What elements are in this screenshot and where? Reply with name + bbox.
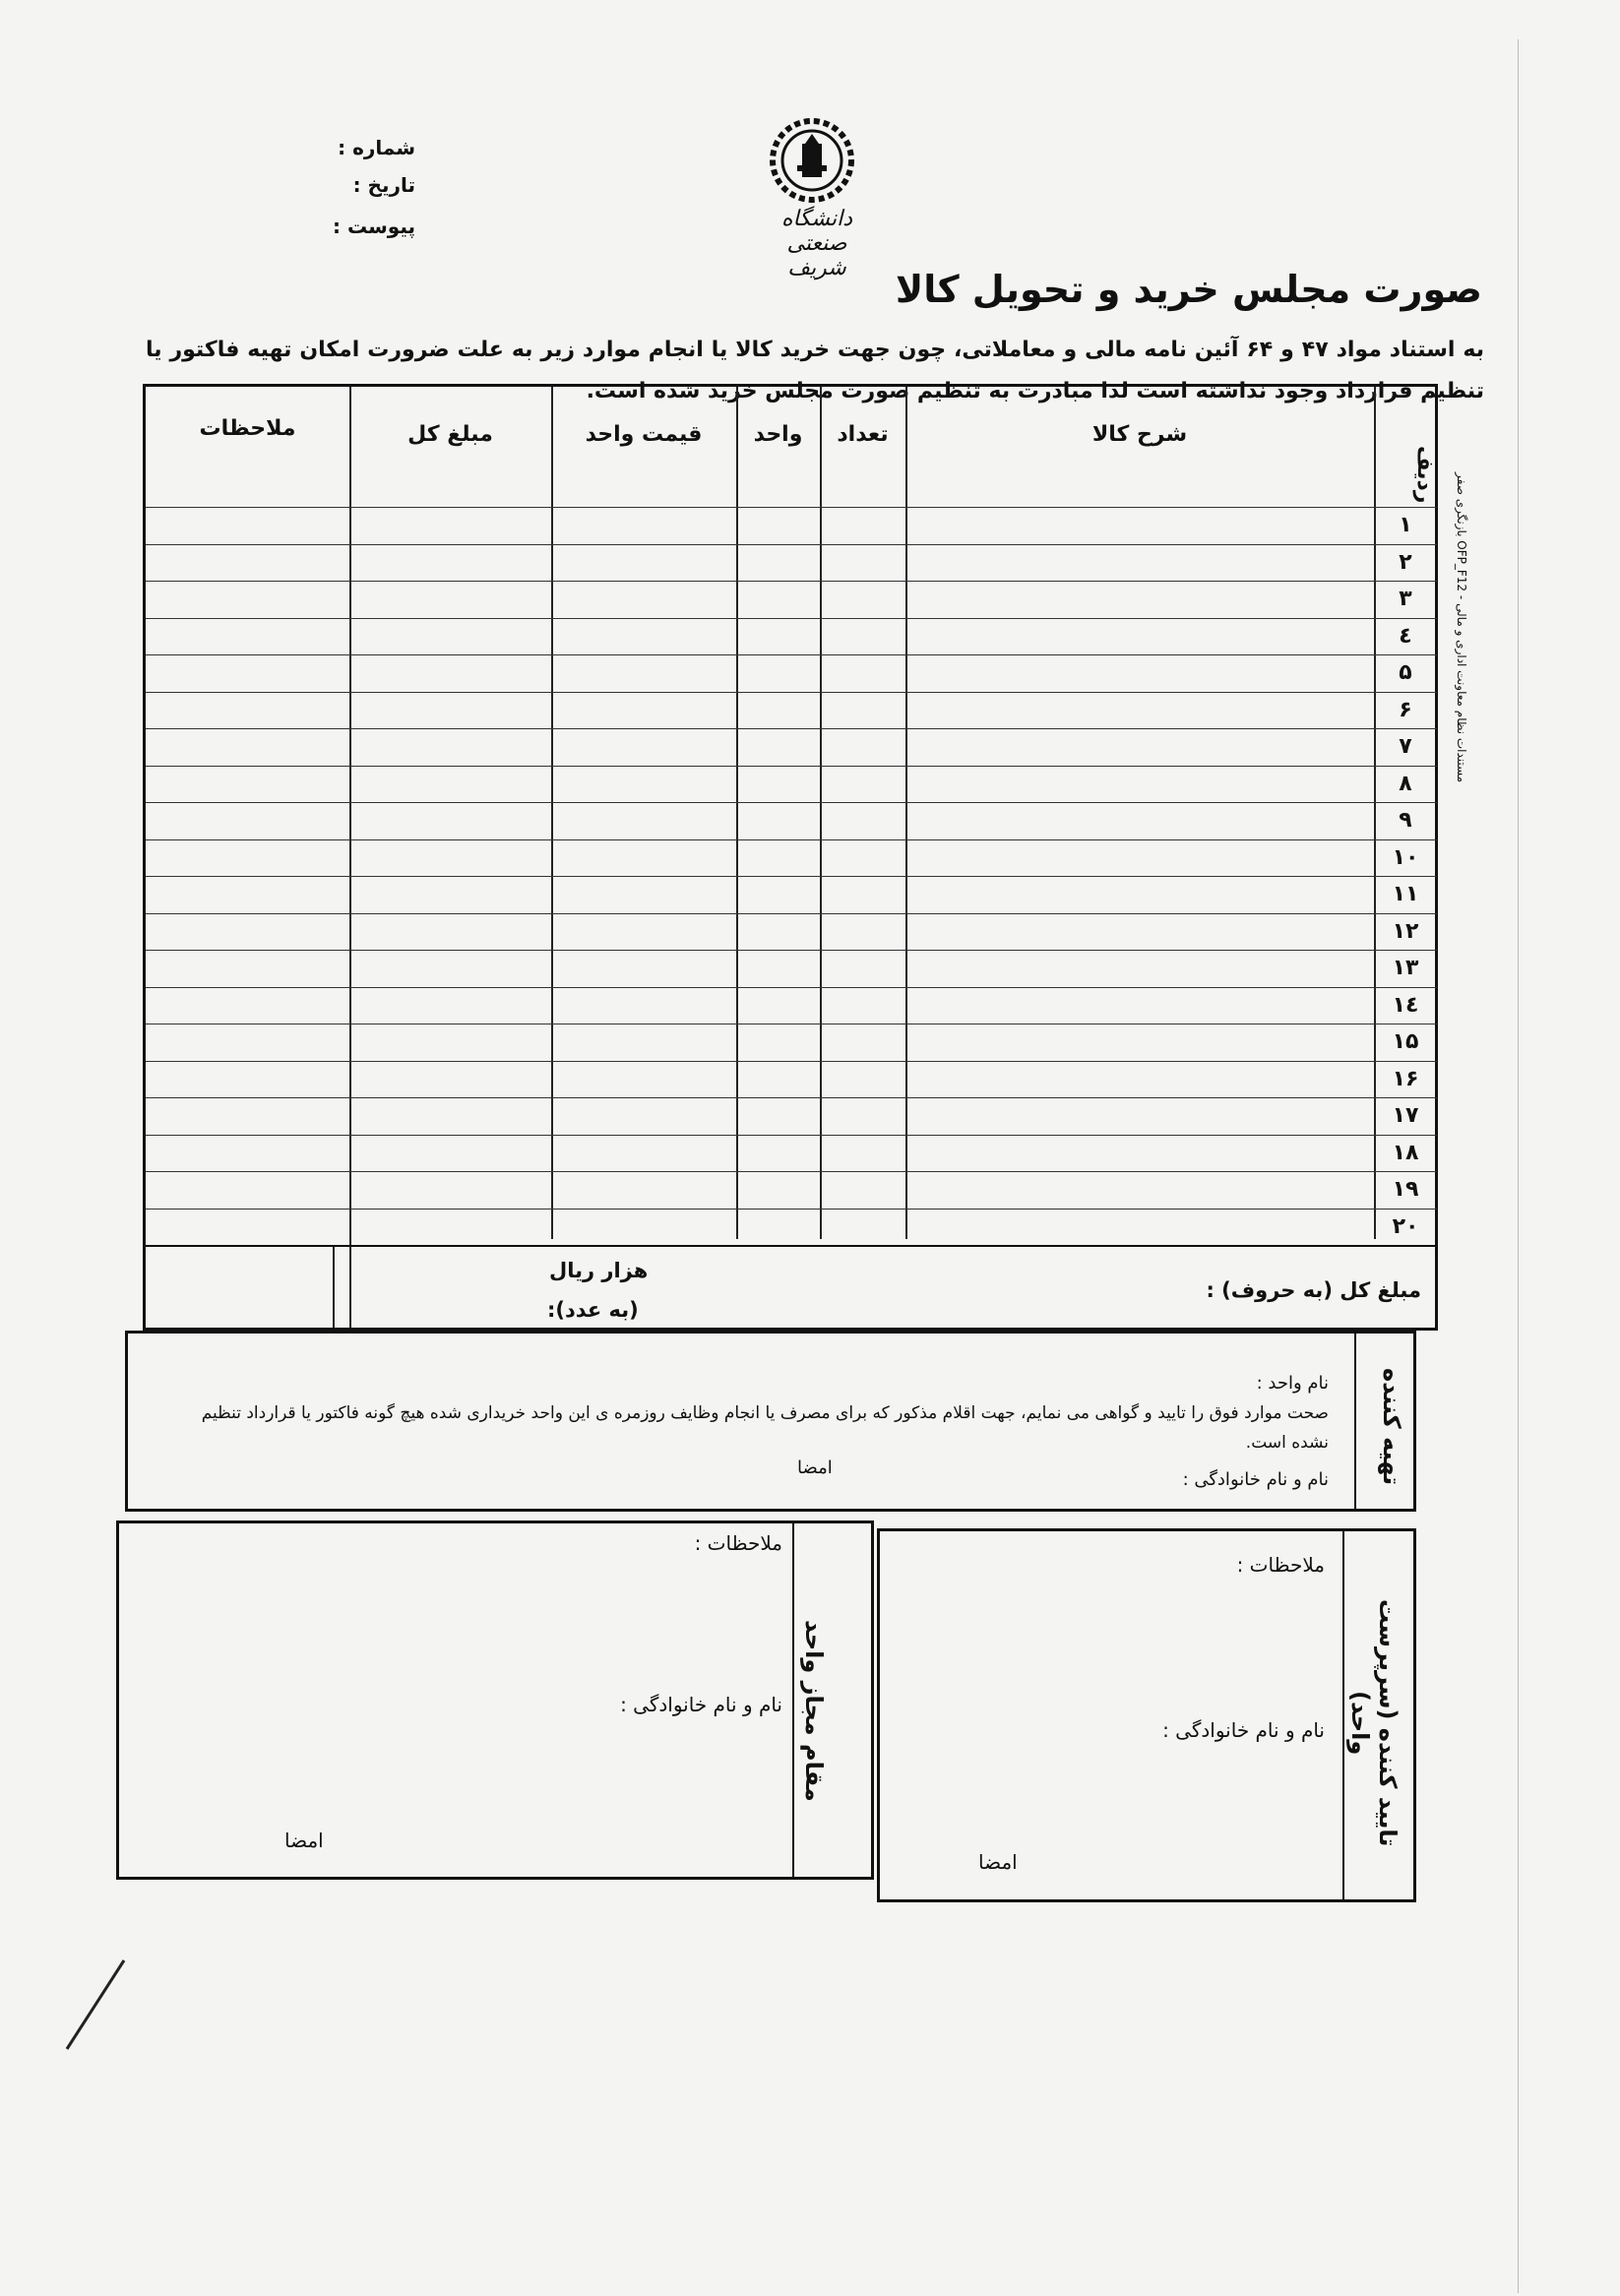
form-code-note: مستندات نظام معاونت اداری و مالی - OFP_F12 بازنگری صفر	[1455, 472, 1468, 783]
approver-section	[877, 1528, 1416, 1902]
approver-name-label: نام و نام خانوادگی :	[1162, 1718, 1325, 1742]
col-header-total: مبلغ کل	[407, 422, 493, 447]
approver-signature-label: امضا	[978, 1850, 1018, 1874]
col-header-remarks: ملاحظات	[199, 416, 296, 441]
approver-remarks-label: ملاحظات :	[1236, 1553, 1325, 1577]
row-number: ۵	[1399, 660, 1412, 685]
row-number: ۱۰	[1392, 844, 1419, 870]
preparer-side-label: تهیه کننده	[1378, 1368, 1405, 1486]
row-number: ۱۹	[1392, 1177, 1419, 1202]
row-number: ۶	[1399, 697, 1412, 722]
total-in-words-label: مبلغ کل (به حروف) :	[1206, 1278, 1421, 1302]
row-number: ۲۰	[1392, 1213, 1419, 1239]
row-number: ۱۶	[1392, 1066, 1419, 1091]
unit-name-label: نام واحد :	[1256, 1373, 1329, 1394]
authority-side-label: مقام مجاز واحد	[800, 1619, 828, 1802]
col-header-quantity: تعداد	[837, 422, 889, 447]
row-number: ۲	[1399, 549, 1412, 575]
thousand-rial-label: هزار ریال	[549, 1259, 649, 1282]
row-number: ۱۲	[1392, 918, 1419, 944]
scan-edge-line	[1518, 39, 1519, 2293]
total-numeric-label: (به عدد):	[547, 1298, 639, 1322]
number-label: شماره :	[338, 136, 415, 159]
university-logo-icon	[770, 118, 854, 203]
row-number: ٤	[1399, 623, 1412, 649]
authority-name-label: نام و نام خانوادگی :	[620, 1693, 782, 1716]
row-number: ۳	[1399, 587, 1412, 611]
row-number: ۱٤	[1392, 992, 1419, 1018]
date-label: تاریخ :	[352, 173, 415, 197]
preparer-statement: صحت موارد فوق را تایید و گواهی می نمایم، جهت اقلام مذکور که برای مصرف یا انجام وظایف روزمره ی این واحد خریداری شده هیچ گونه فاکتور یا قرارداد تنظیم نشده است.	[201, 1403, 1329, 1453]
pen-stroke-icon	[59, 1958, 128, 2057]
row-number: ۱۳	[1392, 956, 1419, 980]
row-number: ۹	[1399, 808, 1412, 833]
university-name: دانشگاه صنعتی شریف	[780, 207, 853, 280]
row-number: ۱	[1399, 513, 1412, 537]
preparer-section	[125, 1331, 1416, 1512]
row-number: ۷	[1399, 734, 1412, 759]
row-number: ۱۵	[1392, 1029, 1419, 1054]
approver-side-label: تایید کننده (سرپرست واحد)	[1346, 1599, 1402, 1847]
authority-remarks-label: ملاحظات :	[694, 1531, 782, 1555]
page-title: صورت مجلس خرید و تحویل کالا	[895, 268, 1482, 311]
row-number: ۱۸	[1392, 1140, 1419, 1165]
col-header-unit-price: قیمت واحد	[585, 422, 703, 447]
authority-section	[116, 1520, 874, 1880]
row-number: ۱۷	[1392, 1103, 1419, 1128]
preparer-signature-label: امضا	[797, 1458, 833, 1478]
col-header-unit: واحد	[753, 422, 803, 447]
attachment-label: پیوست :	[332, 215, 415, 238]
items-table	[143, 384, 1438, 1331]
row-number: ۱۱	[1392, 882, 1419, 906]
authority-signature-label: امضا	[284, 1829, 324, 1852]
row-number: ۸	[1399, 771, 1412, 796]
col-header-row: ردیف	[1412, 446, 1437, 504]
intro-text: به استناد مواد ۴۷ و ۶۴ آئین نامه مالی و معاملاتی، چون جهت خرید کالا یا انجام موارد زیر به علت ضرورت امکان تهیه فاکتور یا تنظیم قرارداد وجود نداشته است لذا مبادرت به تنظیم صورت مجلس خرید شده است.	[146, 338, 1485, 403]
col-header-description: شرح کالا	[1091, 422, 1188, 447]
preparer-name-label: نام و نام خانوادگی :	[1182, 1469, 1329, 1490]
